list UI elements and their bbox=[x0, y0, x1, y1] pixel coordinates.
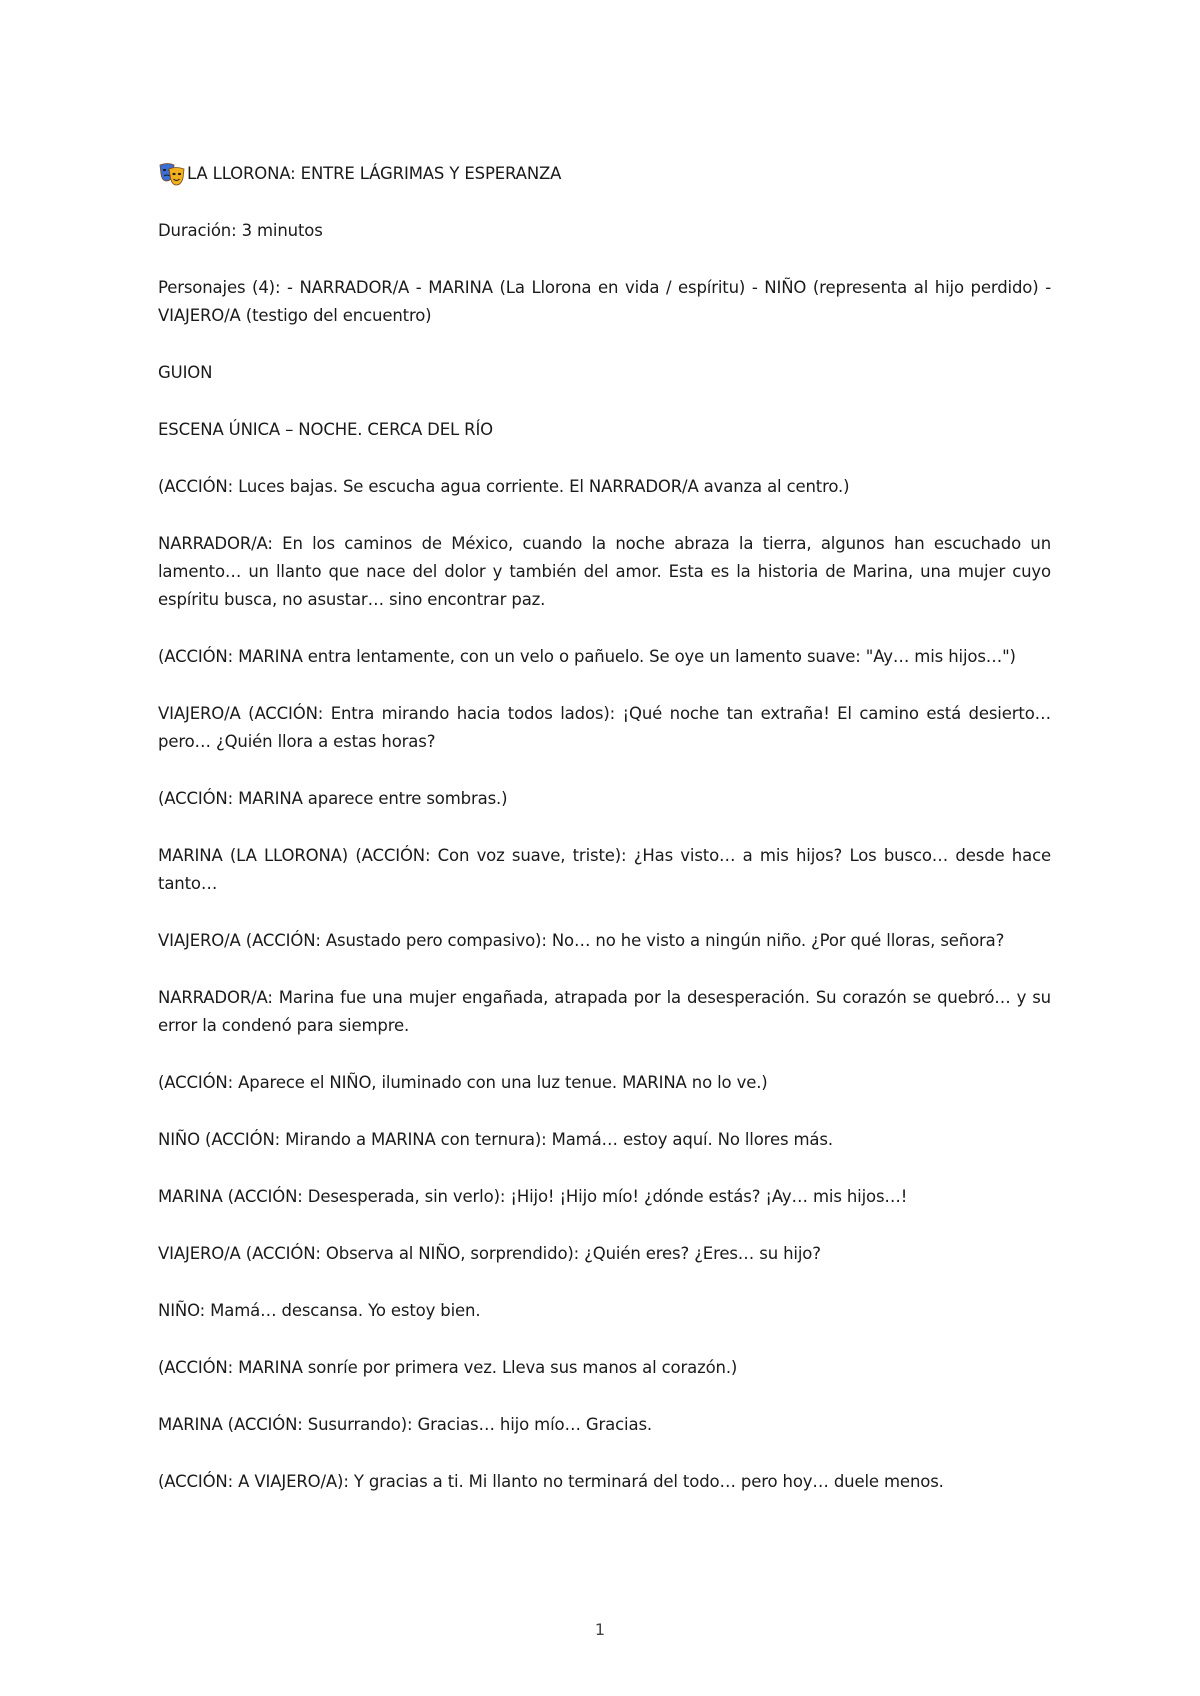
script-paragraph: GUION bbox=[158, 363, 213, 382]
script-paragraph: NIÑO (ACCIÓN: Mirando a MARINA con ternura): Mamá… estoy aquí. No llores más. bbox=[158, 1130, 833, 1149]
script-paragraph: (ACCIÓN: MARINA aparece entre sombras.) bbox=[158, 789, 508, 808]
document-title-row bbox=[158, 160, 1051, 188]
script-paragraph: (ACCIÓN: Luces bajas. Se escucha agua corriente. El NARRADOR/A avanza al centro.) bbox=[158, 477, 850, 496]
script-paragraph: VIAJERO/A (ACCIÓN: Observa al NIÑO, sorprendido): ¿Quién eres? ¿Eres… su hijo? bbox=[158, 1244, 821, 1263]
script-paragraph: (ACCIÓN: A VIAJERO/A): Y gracias a ti. Mi llanto no terminará del todo… pero hoy… duele menos. bbox=[158, 1472, 944, 1491]
script-paragraph: Duración: 3 minutos bbox=[158, 221, 323, 240]
script-paragraph: (ACCIÓN: Aparece el NIÑO, iluminado con una luz tenue. MARINA no lo ve.) bbox=[158, 1073, 768, 1092]
script-paragraph: Personajes (4): - NARRADOR/A - MARINA (La Llorona en vida / espíritu) - NIÑO (representa al hijo perdido) - VIAJERO/A (testigo del encuentro) bbox=[158, 278, 1051, 325]
script-paragraph: NARRADOR/A: Marina fue una mujer engañada, atrapada por la desesperación. Su corazón se quebró… y su error la condenó para siempre. bbox=[158, 988, 1051, 1035]
script-paragraph: ESCENA ÚNICA – NOCHE. CERCA DEL RÍO bbox=[158, 420, 494, 439]
theater-masks-icon bbox=[158, 162, 186, 186]
script-paragraph: VIAJERO/A (ACCIÓN: Asustado pero compasivo): No… no he visto a ningún niño. ¿Por qué lloras, señora? bbox=[158, 931, 1005, 950]
script-paragraph: (ACCIÓN: MARINA entra lentamente, con un velo o pañuelo. Se oye un lamento suave: "Ay… mis hijos…") bbox=[158, 647, 1016, 666]
page-number: 1 bbox=[594, 1620, 606, 1639]
script-paragraph: VIAJERO/A (ACCIÓN: Entra mirando hacia todos lados): ¡Qué noche tan extraña! El camino está desierto… pero… ¿Quién llora a estas horas? bbox=[158, 704, 1051, 751]
script-paragraph: MARINA (ACCIÓN: Desesperada, sin verlo): ¡Hijo! ¡Hijo mío! ¿dónde estás? ¡Ay… mis hijos…! bbox=[158, 1187, 908, 1206]
document-title: LA LLORONA: ENTRE LÁGRIMAS Y ESPERANZA bbox=[187, 164, 562, 183]
document-page bbox=[158, 160, 1051, 1525]
script-paragraph: MARINA (LA LLORONA) (ACCIÓN: Con voz suave, triste): ¿Has visto… a mis hijos? Los busco… desde hace tanto… bbox=[158, 846, 1051, 893]
script-paragraph: NARRADOR/A: En los caminos de México, cuando la noche abraza la tierra, algunos han escuchado un lamento… un llanto que nace del dolor y también del amor. Esta es la historia de Marina, una mujer cuyo espíritu busca, no asustar… sino encontrar paz. bbox=[158, 534, 1051, 609]
script-paragraph: NIÑO: Mamá… descansa. Yo estoy bien. bbox=[158, 1301, 481, 1320]
script-paragraph: MARINA (ACCIÓN: Susurrando): Gracias… hijo mío… Gracias. bbox=[158, 1415, 652, 1434]
script-paragraph: (ACCIÓN: MARINA sonríe por primera vez. Lleva sus manos al corazón.) bbox=[158, 1358, 738, 1377]
